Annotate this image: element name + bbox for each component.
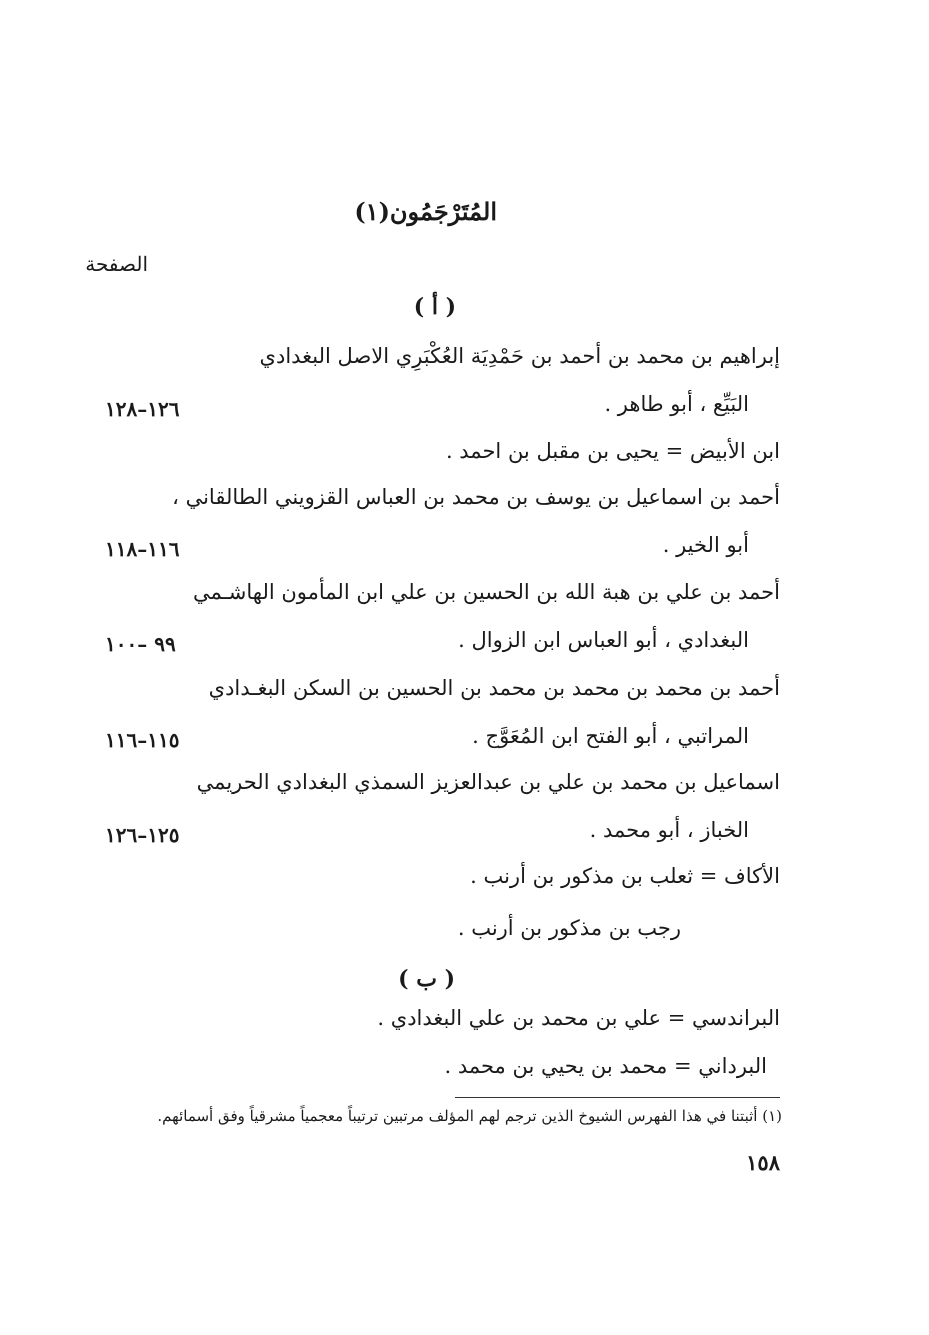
entry-pages: ١١٦–١١٨ bbox=[105, 537, 180, 561]
footnote-rule bbox=[455, 1097, 780, 1098]
entry-line: البرداني = محمد بن يحيي بن محمد . bbox=[444, 1054, 767, 1078]
entry-line: البَيِّع ، أبو طاهر . bbox=[604, 392, 749, 416]
page-number: ١٥٨ bbox=[746, 1150, 780, 1175]
entry-line: المراتبي ، أبو الفتح ابن المُعَوَّج . bbox=[472, 724, 749, 748]
entry-pages: ١٢٥–١٢٦ bbox=[105, 823, 180, 847]
entry-line: رجب بن مذكور بن أرنب . bbox=[457, 916, 681, 940]
entry-line: أحمد بن محمد بن محمد بن محمد بن الحسين بن السكن البغـدادي bbox=[208, 676, 780, 700]
section-letter-ba: ( ب ) bbox=[398, 966, 455, 992]
entry-pages: ٩٩ –١٠٠ bbox=[105, 632, 176, 656]
page-column-header: الصفحة bbox=[85, 252, 148, 276]
entry-line: أحمد بن علي بن هبة الله بن الحسين بن علي ابن المأمون الهاشـمي bbox=[193, 580, 780, 604]
entry-pages: ١١٥–١١٦ bbox=[105, 728, 180, 752]
entry-line: ابن الأبيض = يحيى بن مقبل بن احمد . bbox=[445, 439, 780, 463]
entry-line: الخباز ، أبو محمد . bbox=[589, 818, 749, 842]
section-letter-alif: ( أ ) bbox=[413, 294, 456, 320]
entry-pages: ١٢٦–١٢٨ bbox=[105, 397, 180, 421]
entry-line: الأكاف = ثعلب بن مذكور بن أرنب . bbox=[470, 864, 780, 888]
entry-line: البراندسي = علي بن محمد بن علي البغدادي . bbox=[377, 1006, 780, 1030]
entry-line: أبو الخير . bbox=[662, 533, 749, 557]
entry-line: إبراهيم بن محمد بن أحمد بن حَمْدِيَة العُكْبَرِي الاصل البغدادي bbox=[259, 344, 780, 368]
entry-line: أحمد بن اسماعيل بن يوسف بن محمد بن العباس القزويني الطالقاني ، bbox=[172, 485, 780, 509]
footnote: (١) أثبتنا في هذا الفهرس الشيوخ الذين ترجم لهم المؤلف مرتبين ترتيباً معجمياً مشرقياً وفق أسمائهم. bbox=[157, 1107, 782, 1125]
entry-line: البغدادي ، أبو العباس ابن الزوال . bbox=[458, 628, 749, 652]
page-title: المُتَرْجَمُون(١) bbox=[354, 197, 497, 226]
entry-line: اسماعيل بن محمد بن علي بن عبدالعزيز السمذي البغدادي الحريمي bbox=[196, 770, 780, 794]
